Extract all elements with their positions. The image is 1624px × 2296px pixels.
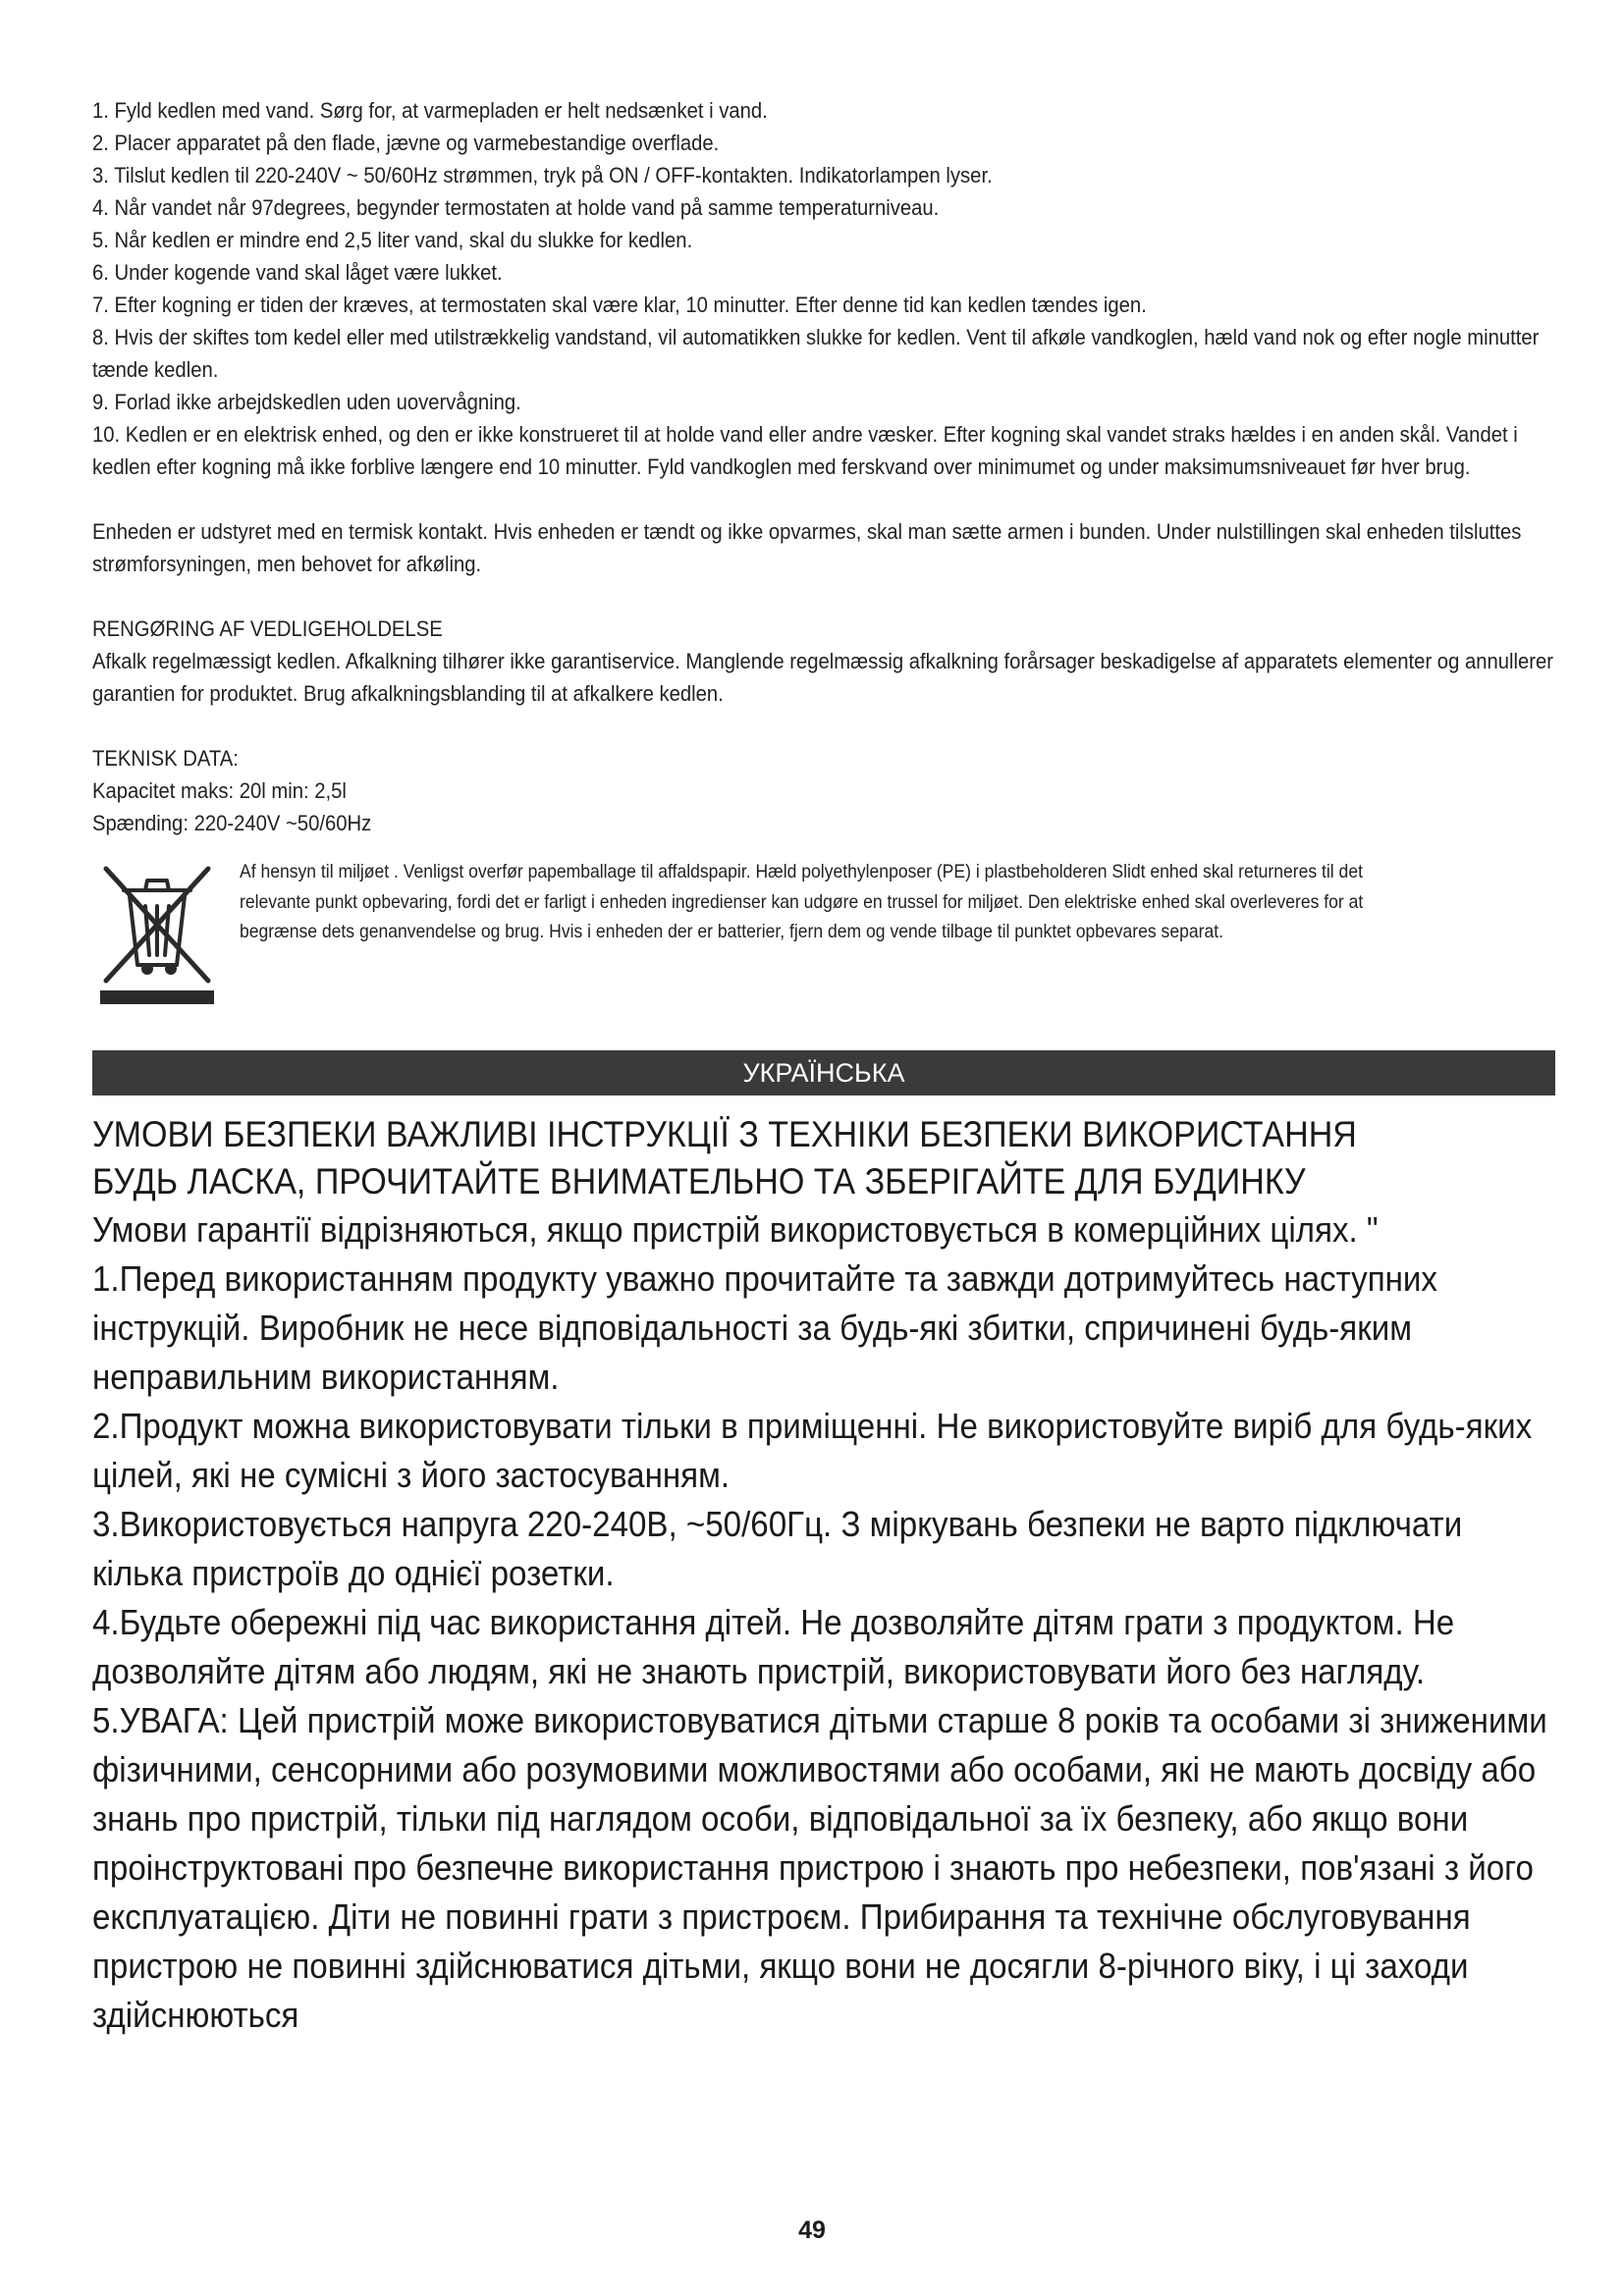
language-section-label: УКРАЇНСЬКА <box>742 1058 905 1088</box>
list-item: 2. Placer apparatet på den flade, jævne og varmebestandige overflade. <box>92 131 720 155</box>
list-item: Умови гарантії відрізняються, якщо пристрій використовується в комерційних цілях. " <box>92 1209 1379 1250</box>
list-item: 5.УВАГА: Цей пристрій може використовуватися дітьми старше 8 років та особами зі зниженими фізичними, сенсорними або розумовими можливостями або особами, які не мають досвіду або знань про пристрій, тільки під наглядом особи, відповідальної за їх безпеку, або якщо вони проінструктовані про безпечне використання пристрою і знають про небезпеки, пов'язані з його експлуатацією. Діти не повинні грати з пристроєм. Прибирання та технічне обслуговування пристрою не повинні здійснюватися дітьми, якщо вони не досягли 8-річного віку, і ці заходи здійснюються <box>92 1700 1547 2035</box>
language-section-bar <box>92 1050 1555 1095</box>
list-item: 9. Forlad ikke arbejdskedlen uden uovervågning. <box>92 390 521 414</box>
list-item: 5. Når kedlen er mindre end 2,5 liter vand, skal du slukke for kedlen. <box>92 228 693 252</box>
list-item: 3. Tilslut kedlen til 220-240V ~ 50/60Hz strømmen, tryk på ON / OFF-kontakten. Indikatorlampen lyser. <box>92 163 993 187</box>
tech-voltage: Spænding: 220-240V ~50/60Hz <box>92 811 372 835</box>
page-number: 49 <box>798 2216 826 2244</box>
ukrainian-instructions-list <box>92 1205 1555 2040</box>
cleaning-title: RENGØRING AF VEDLIGEHOLDELSE <box>92 616 443 641</box>
cleaning-paragraph: Afkalk regelmæssigt kedlen. Afkalkning tilhører ikke garantiservice. Manglende regelmæssig afkalkning forårsager beskadigelse af apparatets elementer og annullerer garantien for produktet. Brug afkalkningsblanding til at afkalkere kedlen. <box>92 649 1554 706</box>
list-item: 8. Hvis der skiftes tom kedel eller med utilstrækkelig vandstand, vil automatikken slukke for kedlen. Vent til afkøle vandkoglen, hæld vand nok og efter nogle minutter tænde kedlen. <box>92 325 1540 382</box>
environment-paragraph: Af hensyn til miljøet . Venligst overfør papemballage til affaldspapir. Hæld polyethylenposer (PE) i plastbeholderen Slidt enhed skal returneres til det relevante punkt opbevaring, fordi det er farligt i enheden ingredienser kan udgøre en trussel for miljøet. Den elektriske enhed skal overleveres for at begrænse dets genanvendelse og brug. Hvis i enheden der er batterier, fjern dem og vende tilbage til punktet opbevares separat. <box>240 861 1364 942</box>
list-item: 2.Продукт можна використовувати тільки в приміщенні. Не використовуйте виріб для будь-яких цілей, які не сумісні з його застосуванням. <box>92 1406 1533 1495</box>
list-item: 1.Перед використанням продукту уважно прочитайте та завжди дотримуйтесь наступних інструкцій. Виробник не несе відповідальності за будь-які збитки, спричинені будь-яким неправильним використанням. <box>92 1258 1437 1397</box>
environment-notice <box>92 857 1555 1006</box>
list-item: 4.Будьте обережні під час використання дітей. Не дозволяйте дітям грати з продуктом. Не дозволяйте дітям або людям, які не знають пристрій, використовувати його без нагляду. <box>92 1602 1455 1691</box>
thermal-contact-paragraph: Enheden er udstyret med en termisk kontakt. Hvis enheden er tændt og ikke opvarmes, skal man sætte armen i bunden. Under nulstillingen skal enheden tilsluttes strømforsyningen, men behovet for afkøling. <box>92 519 1522 576</box>
list-item: 7. Efter kogning er tiden der kræves, at termostaten skal være klar, 10 minutter. Efter denne tid kan kedlen tændes igen. <box>92 293 1147 317</box>
safety-heading: УМОВИ БЕЗПЕКИ ВАЖЛИВІ ІНСТРУКЦІЇ З ТЕХНІКИ БЕЗПЕКИ ВИКОРИСТАННЯ <box>92 1114 1357 1154</box>
danish-instructions-list <box>92 94 1555 483</box>
list-item: 10. Kedlen er en elektrisk enhed, og den er ikke konstrueret til at holde vand eller andre væsker. Efter kogning skal vandet straks hældes i en anden skål. Vandet i kedlen efter kogning må ikke forblive længere end 10 minutter. Fyld vandkoglen med ferskvand over minimumet og under maksimumsniveauet før hver brug. <box>92 422 1518 479</box>
tech-capacity: Kapacitet maks: 20l min: 2,5l <box>92 778 347 803</box>
tech-data-title: TEKNISK DATA: <box>92 746 239 771</box>
weee-crossed-bin-icon <box>98 857 216 1006</box>
list-item: 3.Використовується напруга 220-240В, ~50/60Гц. З міркувань безпеки не варто підключати кілька пристроїв до однієї розетки. <box>92 1504 1463 1593</box>
read-carefully-heading: БУДЬ ЛАСКА, ПРОЧИТАЙТЕ ВНИМАТЕЛЬНО ТА ЗБЕРІГАЙТЕ ДЛЯ БУДИНКУ <box>92 1161 1306 1201</box>
list-item: 6. Under kogende vand skal låget være lukket. <box>92 260 503 285</box>
manual-page <box>92 94 1555 2040</box>
list-item: 1. Fyld kedlen med vand. Sørg for, at varmepladen er helt nedsænket i vand. <box>92 98 768 123</box>
list-item: 4. Når vandet når 97degrees, begynder termostaten at holde vand på samme temperaturniveau. <box>92 195 940 220</box>
